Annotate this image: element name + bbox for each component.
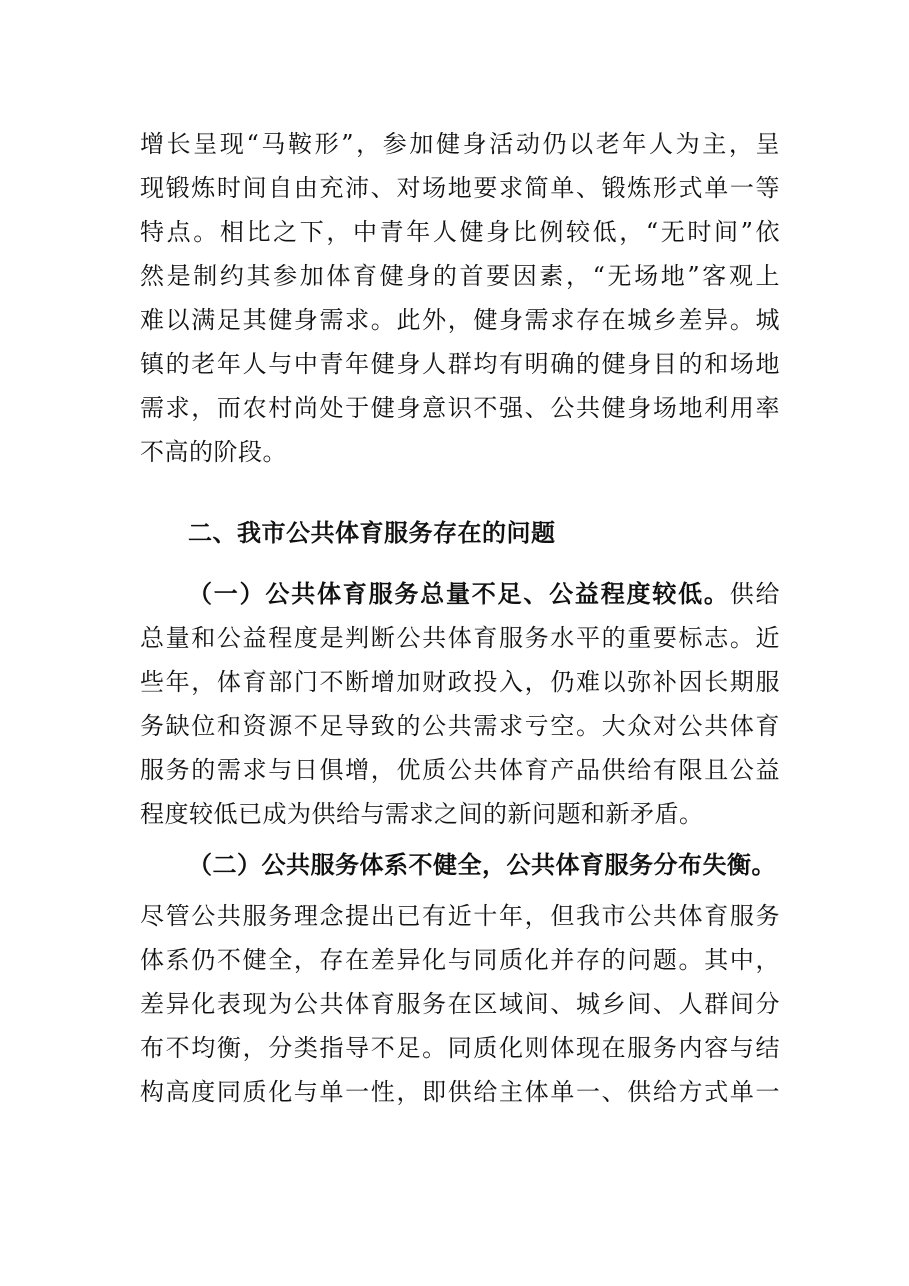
paragraph-line: 总量和公益程度是判断公共体育服务水平的重要标志。近	[140, 624, 780, 652]
paragraph-line: 特点。相比之下，中青年人健身比例较低，“无时间”依	[140, 218, 780, 246]
subsection-title: （二）公共服务体系不健全，公共体育服务分布失衡。	[188, 851, 776, 879]
paragraph-line: 体系仍不健全，存在差异化与同质化并存的问题。其中，	[140, 946, 780, 974]
paragraph-line: 需求，而农村尚处于健身意识不强、公共健身场地利用率	[140, 394, 780, 422]
paragraph-line: 差异化表现为公共体育服务在区域间、城乡间、人群间分	[140, 990, 780, 1018]
paragraph-line: 尽管公共服务理念提出已有近十年，但我市公共体育服务	[140, 902, 780, 930]
paragraph-line: 构高度同质化与单一性，即供给主体单一、供给方式单一	[140, 1078, 780, 1106]
paragraph-line: 现锻炼时间自由充沛、对场地要求简单、锻炼形式单一等	[140, 174, 780, 202]
paragraph-line: 程度较低已成为供给与需求之间的新问题和新矛盾。	[140, 800, 704, 828]
subsection-first-line	[188, 579, 780, 609]
paragraph-line: 务缺位和资源不足导致的公共需求亏空。大众对公共体育	[140, 712, 780, 740]
subsection-title: （一）公共体育服务总量不足、公益程度较低。	[188, 580, 730, 608]
section-heading: 二、我市公共体育服务存在的问题	[188, 519, 556, 547]
paragraph-line: 些年，体育部门不断增加财政投入，仍难以弥补因长期服	[140, 668, 780, 696]
paragraph-line: 然是制约其参加体育健身的首要因素，“无场地”客观上	[140, 262, 780, 290]
paragraph-line: 不高的阶段。	[140, 438, 287, 466]
subsection-text: 供给	[729, 580, 780, 608]
paragraph-line: 镇的老年人与中青年健身人群均有明确的健身目的和场地	[140, 350, 780, 378]
paragraph-line: 增长呈现“马鞍形”，参加健身活动仍以老年人为主，呈	[140, 130, 780, 158]
paragraph-line: 布不均衡，分类指导不足。同质化则体现在服务内容与结	[140, 1034, 780, 1062]
paragraph-line: 服务的需求与日俱增，优质公共体育产品供给有限且公益	[140, 756, 780, 784]
paragraph-line: 难以满足其健身需求。此外，健身需求存在城乡差异。城	[140, 306, 780, 334]
